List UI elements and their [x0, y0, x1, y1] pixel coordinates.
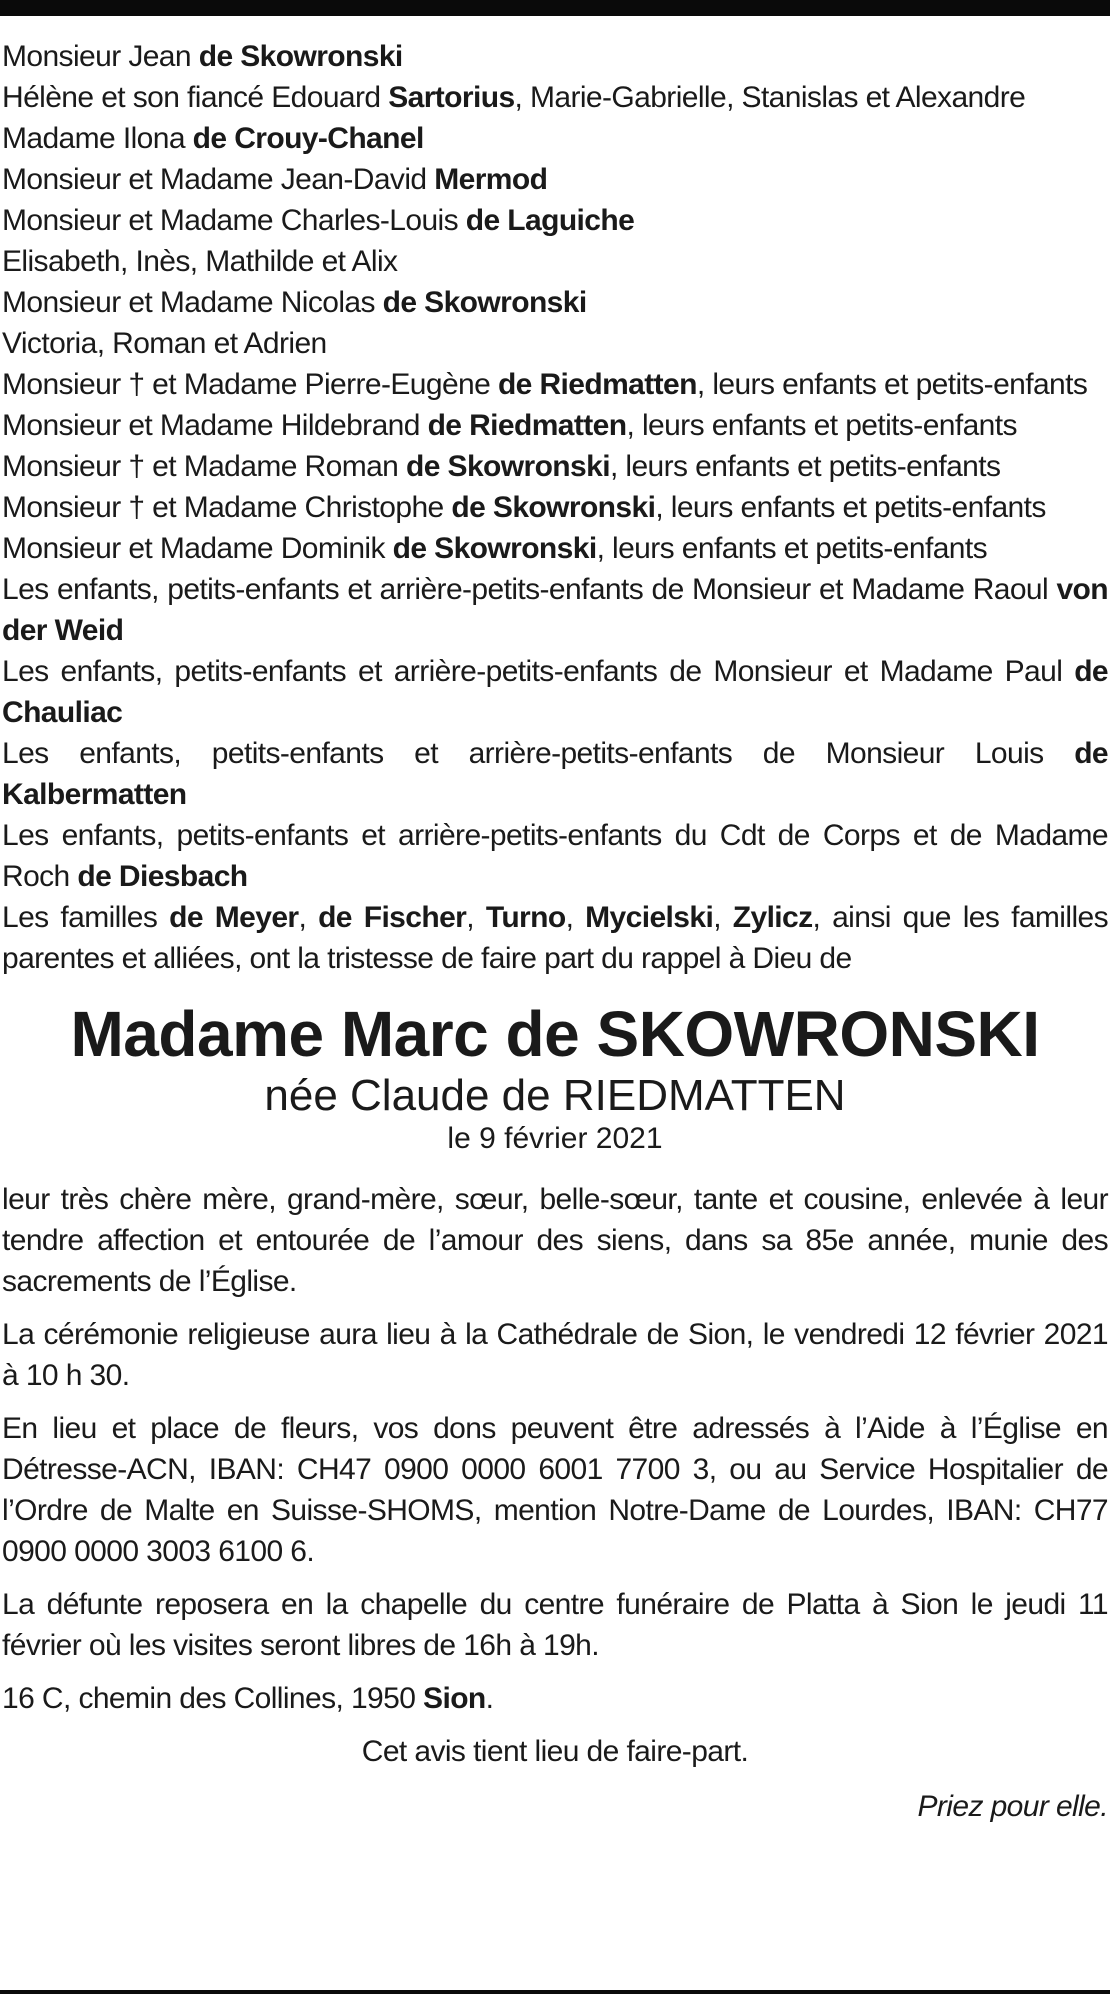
family-line-text: Les enfants, petits-enfants et arrière-petits-enfants de Monsieur Louis [2, 737, 1075, 770]
family-line-text: Monsieur Jean [2, 40, 199, 73]
family-line [2, 405, 1108, 446]
family-surname: de Kalbermatten [2, 737, 1108, 811]
family-line [2, 528, 1108, 569]
family-line-text: Monsieur et Madame Dominik [2, 532, 393, 565]
death-date: le 9 février 2021 [447, 1122, 663, 1155]
family-surname: Sartorius [388, 81, 515, 114]
family-surname: de Riedmatten [427, 409, 627, 442]
family-line-suffix: , leurs enfants et petits-enfants [655, 491, 1046, 524]
family-surname: Mermod [434, 163, 548, 196]
family-line-suffix: , Marie-Gabrielle, Stanislas et Alexandre [514, 81, 1026, 114]
family-surname: de Crouy-Chanel [192, 122, 424, 155]
family-line-text: Monsieur et Madame Charles-Louis [2, 204, 466, 237]
deceased-name: Madame Marc de SKOWRONSKI [70, 998, 1040, 1070]
family-line [2, 651, 1108, 733]
families-prefix: Les familles [2, 901, 170, 934]
family-line [2, 159, 1108, 200]
family-surname: de Laguiche [465, 204, 635, 237]
family-surname: de Chauliac [2, 655, 1108, 729]
address-end: . [485, 1682, 494, 1715]
family-line-text: Monsieur † et Madame Pierre-Eugène [2, 368, 498, 401]
paragraph-tribute: leur très chère mère, grand-mère, sœur, belle-sœur, tante et cousine, enlevée à leur tendre affection et entourée de l’amour des siens, dans sa 85e année, munie des sacrements de l’Église. [2, 1183, 1108, 1298]
closing-text: Priez pour elle. [917, 1790, 1108, 1823]
paragraph-ceremony: La cérémonie religieuse aura lieu à la Cathédrale de Sion, le vendredi 12 février 2021 à 10 h 30. [2, 1318, 1108, 1392]
family-surname: de Riedmatten [497, 368, 697, 401]
families-separator: , [565, 901, 586, 934]
family-surname: de Skowronski [392, 532, 597, 565]
family-line-text: Monsieur et Madame Jean-David [2, 163, 435, 196]
paragraph-visitation: La défunte reposera en la chapelle du centre funéraire de Platta à Sion le jeudi 11 février où les visites seront libres de 16h à 19h. [2, 1588, 1108, 1662]
paragraph-donations: En lieu et place de fleurs, vos dons peuvent être adressés à l’Aide à l’Église en Détresse-ACN, IBAN: CH47 0900 0000 6001 7700 3, ou au Service Hospitalier de l’Ordre de Malte en Suisse-SHOMS, mention Notre-Dame de Lourdes, IBAN: CH77 0900 0000 3003 6100 6. [2, 1412, 1108, 1568]
family-surname: de Skowronski [382, 286, 587, 319]
family-line-text: Monsieur † et Madame Roman [2, 450, 406, 483]
family-line [2, 241, 1108, 282]
family-line-text: Monsieur et Madame Hildebrand [2, 409, 428, 442]
address-city: Sion [423, 1682, 486, 1715]
deceased-title-block [2, 997, 1108, 1157]
family-line [2, 77, 1108, 118]
family-line-text: Hélène et son fiancé Edouard [2, 81, 389, 114]
families-separator: , [298, 901, 319, 934]
family-surname: de Skowronski [451, 491, 656, 524]
families-suffix: , ainsi que les familles parentes et alliées, ont la tristesse de faire part du rappel à Dieu de [2, 901, 1108, 975]
family-line-suffix: , leurs enfants et petits-enfants [609, 450, 1001, 483]
family-name: Turno [485, 901, 566, 934]
notice-text: Cet avis tient lieu de faire-part. [361, 1735, 749, 1768]
maiden-name: née Claude de RIEDMATTEN [264, 1071, 846, 1120]
family-line-suffix: , leurs enfants et petits-enfants [596, 532, 987, 565]
family-line-text: Madame Ilona [2, 122, 193, 155]
family-line-suffix: , leurs enfants et petits-enfants [696, 368, 1088, 401]
families-separator: , [713, 901, 733, 934]
family-line [2, 446, 1108, 487]
family-list [2, 36, 1108, 897]
top-rule [0, 0, 1110, 16]
family-surname: de Skowronski [198, 40, 403, 73]
family-line [2, 118, 1108, 159]
family-name: Mycielski [585, 901, 714, 934]
families-separator: , [466, 901, 486, 934]
family-line [2, 364, 1108, 405]
family-surname: de Skowronski [406, 450, 610, 483]
obituary-notice [2, 36, 1108, 1827]
family-line-text: Les enfants, petits-enfants et arrière-petits-enfants du Cdt de Corps et de Madame Roch [2, 819, 1108, 893]
address [2, 1678, 1108, 1719]
family-surname: de Diesbach [77, 860, 248, 893]
family-line [2, 323, 1108, 364]
families-line [2, 897, 1108, 979]
family-line-suffix: , leurs enfants et petits-enfants [626, 409, 1017, 442]
family-line [2, 733, 1108, 815]
family-line [2, 36, 1108, 77]
family-surname: von der Weid [2, 573, 1108, 647]
family-name: Zylicz [732, 901, 813, 934]
family-name: de Meyer [169, 901, 299, 934]
family-line-text: Les enfants, petits-enfants et arrière-petits-enfants de Monsieur et Madame Paul [2, 655, 1075, 688]
family-line-text: Monsieur † et Madame Christophe [2, 491, 452, 524]
family-line-text: Victoria, Roman et Adrien [2, 327, 327, 360]
family-line-text: Monsieur et Madame Nicolas [2, 286, 383, 319]
family-name: de Fischer [318, 901, 467, 934]
family-line [2, 200, 1108, 241]
family-line [2, 487, 1108, 528]
family-line-text: Elisabeth, Inès, Mathilde et Alix [2, 245, 398, 278]
family-line [2, 282, 1108, 323]
family-line-text: Les enfants, petits-enfants et arrière-petits-enfants de Monsieur et Madame Raoul [2, 573, 1057, 606]
family-line [2, 569, 1108, 651]
address-street: 16 C, chemin des Collines, 1950 [2, 1682, 424, 1715]
family-line [2, 815, 1108, 897]
bottom-rule [0, 1990, 1110, 1994]
